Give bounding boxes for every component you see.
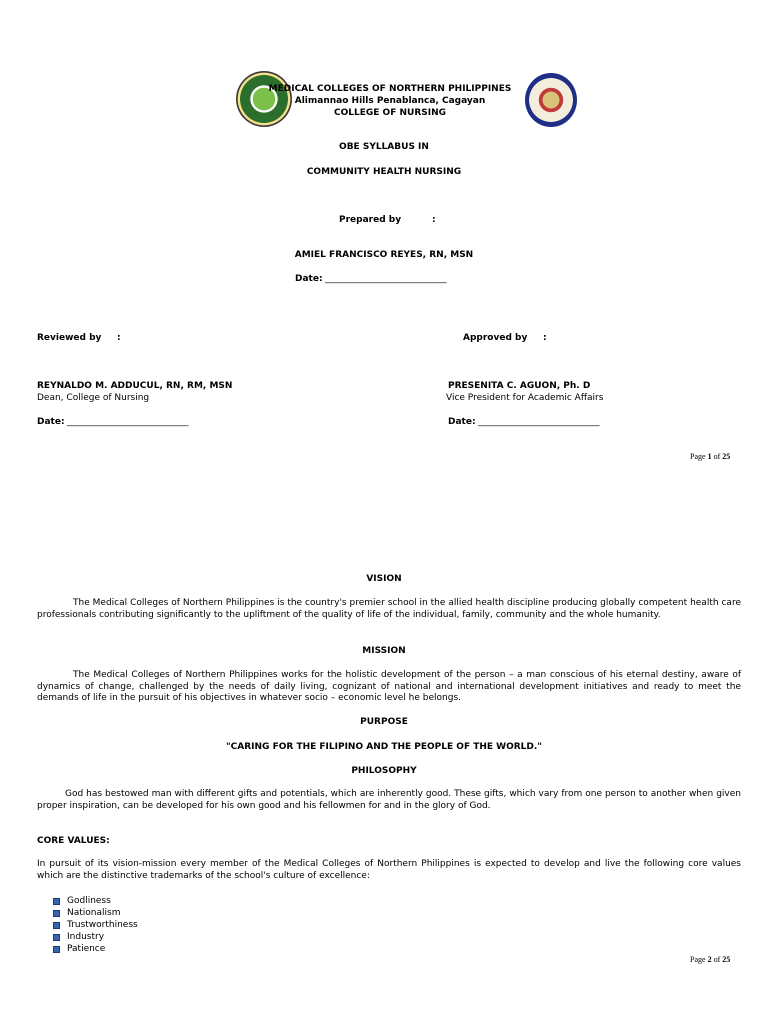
list-item: Godliness [53, 895, 138, 907]
bullet-icon [53, 910, 60, 917]
list-item: Nationalism [53, 907, 138, 919]
reviewed-date-label: Date: [37, 417, 65, 427]
reviewed-by-label: Reviewed by [37, 333, 102, 343]
page-number-2: Page 2 of 25 [690, 955, 731, 964]
approved-by-colon: : [543, 333, 547, 343]
core-values-intro: In pursuit of its vision-mission every member of the Medical Colleges of Northern Philippines is expected to develop and live the following core values which are the distinctive trademarks of the school's culture of excellence: [37, 859, 741, 881]
philosophy-text: God has bestowed man with different gifts and potentials, which are inherently good. These gifts, which vary from one person to another when given proper inspiration, can be developed for his own good and his fellowmen for and in the glory of God. [37, 789, 741, 811]
mission-heading: MISSION [362, 646, 406, 656]
college-name: COLLEGE OF NURSING [334, 108, 446, 118]
page-number-1: Page 1 of 25 [690, 452, 731, 461]
bullet-icon [53, 898, 60, 905]
reviewer-position: Dean, College of Nursing [37, 393, 150, 403]
purpose-heading: PURPOSE [360, 717, 408, 727]
approved-date-line: ___________________________ [478, 417, 600, 427]
course-title: COMMUNITY HEALTH NURSING [306, 167, 462, 177]
vision-heading: VISION [366, 574, 402, 584]
approved-date-label: Date: [448, 417, 476, 427]
list-item: Industry [53, 931, 138, 943]
preparer-name: AMIEL FRANCISCO REYES, RN, MSN [294, 250, 474, 260]
prepared-date-line: ___________________________ [325, 274, 447, 284]
list-item: Trustworthiness [53, 919, 138, 931]
approver-name: PRESENITA C. AGUON, Ph. D [448, 381, 591, 391]
reviewer-name: REYNALDO M. ADDUCUL, RN, RM, MSN [37, 381, 233, 391]
college-of-nursing-seal-icon [525, 73, 577, 127]
syllabus-title: OBE SYLLABUS IN [339, 142, 429, 152]
bullet-icon [53, 946, 60, 953]
prepared-by-label: Prepared by [339, 215, 402, 225]
school-name: MEDICAL COLLEGES OF NORTHERN PHILIPPINES [268, 84, 512, 94]
core-values-list [53, 895, 138, 955]
bullet-icon [53, 934, 60, 941]
reviewed-date-line: ___________________________ [67, 417, 189, 427]
prepared-date-label: Date: [295, 274, 323, 284]
school-address: Alimannao Hills Penablanca, Cagayan [294, 96, 486, 106]
vision-text: The Medical Colleges of Northern Philippines is the country's premier school in the allied health discipline producing globally competent health care professionals contributing significantly to the upliftment of the quality of life of the individual, family, community and the whole humanity. [37, 598, 741, 620]
list-item: Patience [53, 943, 138, 955]
mission-text: The Medical Colleges of Northern Philippines works for the holistic development of the person – a man conscious of his eternal destiny, aware of dynamics of change, challenged by the needs of daily living, cognizant of national and international development initiatives and ready to meet the demands of life in the pursuit of his objectives in whatever socio – economic level he belongs. [37, 670, 741, 703]
reviewed-by-colon: : [117, 333, 121, 343]
philosophy-heading: PHILOSOPHY [351, 766, 417, 776]
approved-by-label: Approved by [463, 333, 528, 343]
purpose-text: "CARING FOR THE FILIPINO AND THE PEOPLE OF THE WORLD." [225, 742, 542, 752]
approver-position: Vice President for Academic Affairs [446, 393, 604, 403]
prepared-by-colon: : [432, 215, 436, 225]
core-values-heading: CORE VALUES: [37, 836, 110, 846]
bullet-icon [53, 922, 60, 929]
